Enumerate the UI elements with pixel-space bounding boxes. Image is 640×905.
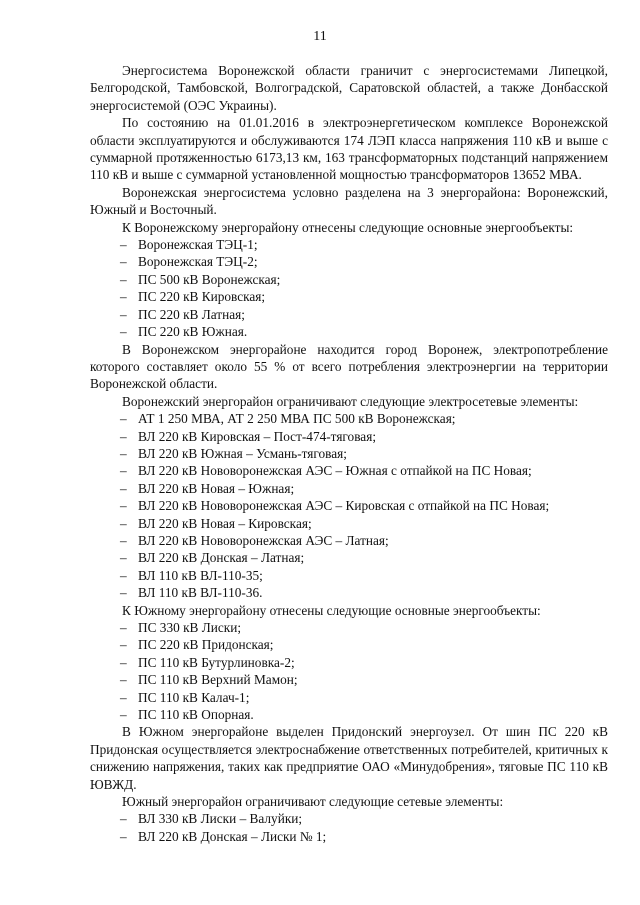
list-dash: – bbox=[120, 324, 127, 340]
list-item bbox=[90, 462, 608, 479]
list-item bbox=[90, 323, 608, 340]
list-item bbox=[90, 445, 608, 462]
list-item-text: ВЛ 220 кВ Кировская – Пост-474-тяговая; bbox=[138, 428, 377, 444]
list-item-text: ВЛ 110 кВ ВЛ-110-35; bbox=[138, 567, 263, 583]
list-item-text: ПС 110 кВ Бутурлиновка-2; bbox=[138, 654, 295, 670]
list-item bbox=[90, 497, 608, 514]
list-dash: – bbox=[120, 289, 127, 305]
list-dash: – bbox=[120, 672, 127, 688]
list-item-text: ВЛ 220 кВ Новая – Южная; bbox=[138, 480, 295, 496]
list-dash: – bbox=[120, 445, 127, 461]
list-item bbox=[90, 271, 608, 288]
list-item-text: ВЛ 220 кВ Нововоронежская АЭС – Кировская с отпайкой на ПС Новая; bbox=[138, 498, 550, 514]
list-dash: – bbox=[120, 567, 127, 583]
list-item-text: Воронежская ТЭЦ-1; bbox=[138, 237, 258, 253]
list-item-text: ВЛ 330 кВ Лиски – Валуйки; bbox=[138, 811, 303, 827]
list-item-text: ВЛ 220 кВ Южная – Усмань-тяговая; bbox=[138, 445, 347, 461]
paragraph: К Южному энергорайону отнесены следующие основные энергообъекты: bbox=[122, 602, 541, 618]
list-dash: – bbox=[120, 498, 127, 514]
list-dash: – bbox=[120, 637, 127, 653]
list-item-text: ПС 110 кВ Верхний Мамон; bbox=[138, 672, 298, 688]
list-item-text: ВЛ 220 кВ Нововоронежская АЭС – Южная с отпайкой на ПС Новая; bbox=[138, 463, 532, 479]
list-item bbox=[90, 306, 608, 323]
list-item bbox=[90, 288, 608, 305]
list-item-text: ВЛ 220 кВ Новая – Кировская; bbox=[138, 515, 312, 531]
list-dash: – bbox=[120, 532, 127, 548]
list-item-text: ВЛ 220 кВ Донская – Латная; bbox=[138, 550, 305, 566]
paragraph: Воронежская энергосистема условно разделена на 3 энергорайона: Воронежский, Южный и Восточный. bbox=[90, 184, 608, 218]
list-item bbox=[90, 428, 608, 445]
bullet-list bbox=[90, 236, 608, 340]
list-item bbox=[90, 480, 608, 497]
list-dash: – bbox=[120, 620, 127, 635]
document-body bbox=[90, 62, 608, 845]
bullet-list bbox=[90, 619, 608, 723]
list-item bbox=[90, 236, 608, 253]
list-dash: – bbox=[120, 811, 127, 827]
list-item bbox=[90, 689, 608, 706]
list-item bbox=[90, 410, 608, 427]
list-dash: – bbox=[120, 689, 127, 705]
list-dash: – bbox=[120, 271, 127, 287]
paragraph: В Южном энергорайоне выделен Придонский энергоузел. От шин ПС 220 кВ Придонская осуществляется электроснабжение ответственных потребителей, критичных к снижению напряжения, таких как предприятие ОАО «Минудобрения», тяговые ПС 110 кВ ЮВЖД. bbox=[90, 724, 608, 792]
list-dash: – bbox=[120, 411, 127, 427]
list-item-text: ПС 110 кВ Калач-1; bbox=[138, 689, 250, 705]
bullet-list bbox=[90, 410, 608, 601]
list-dash: – bbox=[120, 237, 127, 253]
list-dash: – bbox=[120, 654, 127, 670]
list-dash: – bbox=[120, 707, 127, 723]
list-dash: – bbox=[120, 515, 127, 531]
list-dash: – bbox=[120, 463, 127, 479]
list-item-text: АТ 1 250 МВА, АТ 2 250 МВА ПС 500 кВ Воронежская; bbox=[138, 411, 456, 427]
list-dash: – bbox=[120, 550, 127, 566]
list-item bbox=[90, 567, 608, 584]
list-item bbox=[90, 515, 608, 532]
list-item bbox=[90, 706, 608, 723]
list-item bbox=[90, 671, 608, 688]
list-item-text: ПС 220 кВ Кировская; bbox=[138, 289, 266, 305]
list-item-text: ВЛ 220 кВ Донская – Лиски № 1; bbox=[138, 828, 327, 844]
list-item-text: ПС 110 кВ Опорная. bbox=[138, 707, 254, 723]
list-item bbox=[90, 253, 608, 270]
list-item bbox=[90, 828, 608, 845]
paragraph: В Воронежском энергорайоне находится город Воронеж, электропотребление которого составляет около 55 % от всего потребления электроэнергии на территории Воронежской области. bbox=[90, 341, 608, 392]
list-dash: – bbox=[120, 585, 127, 601]
paragraph: Воронежский энергорайон ограничивают следующие электросетевые элементы: bbox=[122, 393, 579, 409]
list-item bbox=[90, 549, 608, 566]
paragraph: К Воронежскому энергорайону отнесены следующие основные энергообъекты: bbox=[122, 219, 574, 235]
list-item bbox=[90, 619, 608, 636]
list-item-text: ПС 330 кВ Лиски; bbox=[138, 620, 242, 635]
list-item-text: ПС 220 кВ Латная; bbox=[138, 306, 245, 322]
paragraph: По состоянию на 01.01.2016 в электроэнергетическом комплексе Воронежской области эксплуатируются и обслуживаются 174 ЛЭП класса напряжения 110 кВ и выше с суммарной протяженностью 6173,13 км, 163 трансформаторных подстанций напряжением 110 кВ и выше с суммарной установленной мощностью трансформаторов 13652 МВА. bbox=[90, 115, 608, 183]
list-item-text: ВЛ 110 кВ ВЛ-110-36. bbox=[138, 585, 263, 601]
list-item bbox=[90, 636, 608, 653]
list-item-text: ВЛ 220 кВ Нововоронежская АЭС – Латная; bbox=[138, 532, 389, 548]
list-dash: – bbox=[120, 480, 127, 496]
list-item-text: ПС 500 кВ Воронежская; bbox=[138, 271, 281, 287]
list-dash: – bbox=[120, 828, 127, 844]
paragraph: Южный энергорайон ограничивают следующие сетевые элементы: bbox=[122, 794, 504, 810]
list-item bbox=[90, 584, 608, 601]
list-item bbox=[90, 654, 608, 671]
list-item bbox=[90, 532, 608, 549]
list-dash: – bbox=[120, 306, 127, 322]
list-item-text: ПС 220 кВ Придонская; bbox=[138, 637, 274, 653]
list-item-text: ПС 220 кВ Южная. bbox=[138, 324, 248, 340]
page-number: 11 bbox=[313, 29, 327, 44]
bullet-list bbox=[90, 810, 608, 845]
list-item-text: Воронежская ТЭЦ-2; bbox=[138, 254, 258, 270]
list-dash: – bbox=[120, 254, 127, 270]
paragraph: Энергосистема Воронежской области граничит с энергосистемами Липецкой, Белгородской, Тамбовской, Волгоградской, Саратовской областей, а также Донбасской энергосистемой (ОЭС Украины). bbox=[90, 63, 608, 113]
list-dash: – bbox=[120, 428, 127, 444]
list-item bbox=[90, 810, 608, 827]
